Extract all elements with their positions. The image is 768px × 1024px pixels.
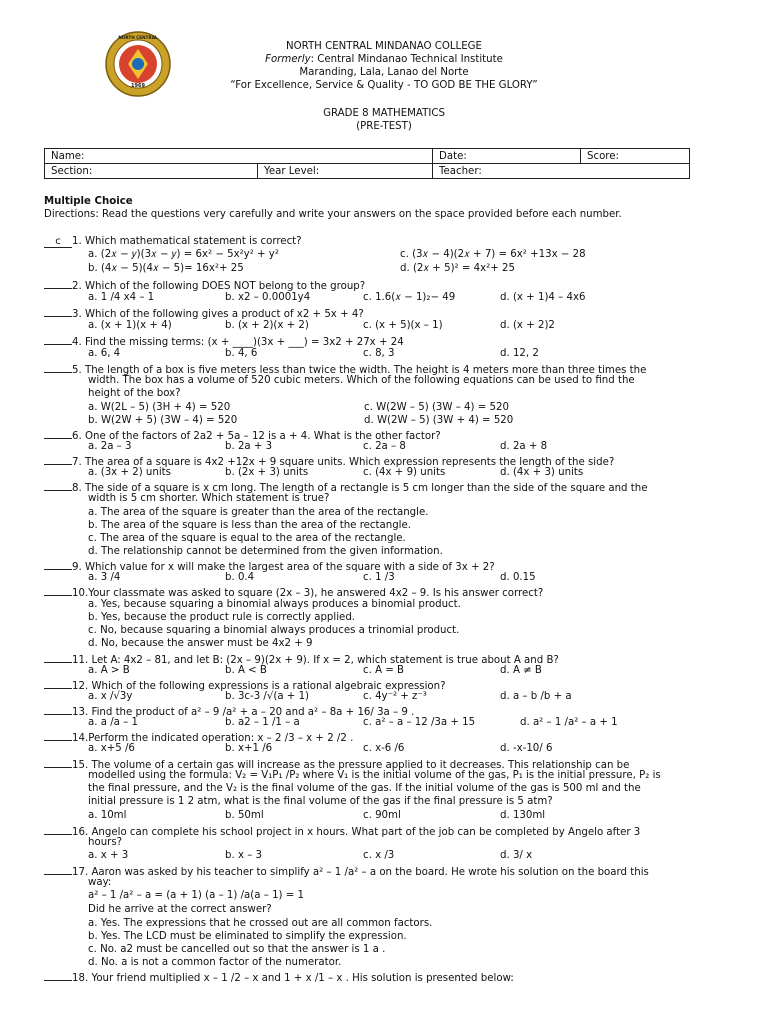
- answer-blank[interactable]: [44, 480, 72, 491]
- option[interactable]: d. W(2W – 5) (3W + 4) = 520: [364, 415, 514, 426]
- option[interactable]: a. 6, 4: [88, 348, 121, 359]
- question-17: 17. Aaron was asked by his teacher to simplify a² – 1 /a² – a on the board. He wrote his solution on the board this: [44, 864, 704, 880]
- option[interactable]: b. x2 – 0.0001y4: [225, 292, 311, 303]
- question-16-cont: hours?: [88, 837, 123, 848]
- option[interactable]: a. A > B: [88, 665, 130, 676]
- option[interactable]: c. 4y⁻² + z⁻³: [363, 691, 427, 702]
- question-5-cont: height of the box?: [88, 388, 181, 399]
- year-level-field[interactable]: Year Level:: [258, 164, 433, 179]
- options-q2: [88, 292, 708, 305]
- option[interactable]: a. W(2L – 5) (3H + 4) = 520: [88, 402, 231, 413]
- option[interactable]: b. 4, 6: [225, 348, 258, 359]
- question-17-cont: way:: [88, 877, 112, 888]
- question-17-cont: a² – 1 /a² – a = (a + 1) (a – 1) /a(a – 1) = 1: [88, 890, 305, 901]
- answer-blank[interactable]: [44, 730, 72, 741]
- formerly-label: Formerly: [265, 54, 311, 65]
- question-13: 13. Find the product of a² – 9 /a² + a – 20 and a² – 8a + 16/ 3a – 9 .: [44, 704, 704, 720]
- option[interactable]: b. (x + 2)(x + 2): [225, 320, 309, 331]
- answer-blank[interactable]: c: [44, 237, 72, 248]
- option[interactable]: c. No. a2 must be cancelled out so that the answer is 1 a .: [88, 944, 386, 955]
- options-q6: [88, 441, 708, 454]
- section-title: Multiple Choice: [44, 196, 133, 207]
- option[interactable]: d. 130ml: [500, 810, 546, 821]
- option[interactable]: a. (3x + 2) units: [88, 467, 171, 478]
- option[interactable]: d. (x + 1)4 – 4x6: [500, 292, 586, 303]
- option[interactable]: d. (4x + 3) units: [500, 467, 584, 478]
- question-14: 14.Perform the indicated operation: x – 2 /3 – x + 2 /2 .: [44, 730, 704, 746]
- question-7: 7. The area of a square is 4x2 +12x + 9 square units. Which expression represents the length of the side?: [44, 454, 704, 470]
- options-q11: [88, 665, 708, 678]
- option[interactable]: c. No, because squaring a binomial always produces a trinomial product.: [88, 625, 460, 636]
- question-17-cont: Did he arrive at the correct answer?: [88, 904, 272, 915]
- question-15-cont: initial pressure is 1 2 atm, what is the final volume of the gas if the final pressure is 5 atm?: [88, 796, 553, 807]
- question-3: 3. Which of the following gives a product of x2 + 5x + 4?: [44, 306, 704, 322]
- option[interactable]: d. No, because the answer must be 4x2 + 9: [88, 638, 313, 649]
- option[interactable]: a. x + 3: [88, 850, 129, 861]
- option[interactable]: d. 0.15: [500, 572, 536, 583]
- college-name: NORTH CENTRAL MINDANAO COLLEGE: [285, 41, 482, 52]
- options-q4: [88, 348, 708, 361]
- option[interactable]: a. Yes, because squaring a binomial always produces a binomial product.: [88, 599, 461, 610]
- answer-blank[interactable]: [44, 428, 72, 439]
- options-q5-row1: [88, 402, 708, 415]
- answer-blank[interactable]: [44, 278, 72, 289]
- option[interactable]: a. 3 /4: [88, 572, 121, 583]
- options-q16: [88, 850, 708, 863]
- option[interactable]: a. The area of the square is greater than the area of the rectangle.: [88, 507, 429, 518]
- question-4: 4. Find the missing terms: (x + ____)(3x + ___) = 3x2 + 27x + 24: [44, 334, 704, 350]
- option[interactable]: a. (2𝑥 − 𝑦)(3𝑥 − 𝑦) = 6x² − 5x²y² + y²: [88, 249, 279, 260]
- option[interactable]: c. W(2W – 5) (3W – 4) = 520: [364, 402, 509, 413]
- options-q13: [88, 717, 708, 730]
- answer-blank[interactable]: [44, 652, 72, 663]
- option[interactable]: c. 1 /3: [363, 572, 395, 583]
- option[interactable]: c. 90ml: [363, 810, 401, 821]
- question-11: 11. Let A: 4x2 – 81, and let B: (2x – 9)(2x + 9). If x = 2, which statement is true about A and B?: [44, 652, 704, 668]
- motto: “For Excellence, Service & Quality - TO GOD BE THE GLORY”: [230, 80, 538, 91]
- option[interactable]: a. (x + 1)(x + 4): [88, 320, 172, 331]
- options-q7: [88, 467, 708, 480]
- option[interactable]: d. 2a + 8: [500, 441, 548, 452]
- answer-blank[interactable]: [44, 334, 72, 345]
- option[interactable]: c. 2a – 8: [363, 441, 406, 452]
- option[interactable]: b. A < B: [225, 665, 267, 676]
- option[interactable]: b. Yes. The LCD must be eliminated to simplify the expression.: [88, 931, 407, 942]
- option[interactable]: c. x-6 /6: [363, 743, 405, 754]
- question-10: 10.Your classmate was asked to square (2x – 3), he answered 4x2 – 9. Is his answer correct?: [44, 585, 704, 601]
- answer-blank[interactable]: [44, 824, 72, 835]
- option[interactable]: b. 3c-3 /√(a + 1): [225, 691, 310, 702]
- options-q15: [88, 810, 708, 823]
- option[interactable]: d. a² – 1 /a² – a + 1: [520, 717, 618, 728]
- question-16: 16. Angelo can complete his school project in x hours. What part of the job can be completed by Angelo after 3: [44, 824, 704, 840]
- option[interactable]: d. a – b /b + a: [500, 691, 572, 702]
- question-12: 12. Which of the following expressions is a rational algebraic expression?: [44, 678, 704, 694]
- option[interactable]: b. a2 – 1 /1 – a: [225, 717, 300, 728]
- test-type: (PRE-TEST): [356, 121, 412, 132]
- option[interactable]: c. (4x + 9) units: [363, 467, 446, 478]
- options-q9: [88, 572, 708, 585]
- options-q14: [88, 743, 708, 756]
- address: Maranding, Lala, Lanao del Norte: [299, 67, 469, 78]
- option[interactable]: a. 1 /4 x4 – 1: [88, 292, 155, 303]
- option[interactable]: d. A ≠ B: [500, 665, 542, 676]
- option[interactable]: d. (2𝑥 + 5)² = 4x²+ 25: [400, 263, 515, 274]
- option[interactable]: c. (x + 5)(x – 1): [363, 320, 443, 331]
- option[interactable]: d. -x-10/ 6: [500, 743, 553, 754]
- question-6: 6. One of the factors of 2a2 + 5a – 12 is a + 4. What is the other factor?: [44, 428, 704, 444]
- answer-blank[interactable]: [44, 306, 72, 317]
- option[interactable]: a. x+5 /6: [88, 743, 135, 754]
- option[interactable]: b. The area of the square is less than the area of the rectangle.: [88, 520, 412, 531]
- option[interactable]: c. 1.6(𝑥 − 1)₂− 49: [363, 292, 456, 303]
- options-q12: [88, 691, 708, 704]
- answer-blank[interactable]: [44, 678, 72, 689]
- question-15-cont: modelled using the formula: V₂ = V₁P₁ /P₂ where V₁ is the initial volume of the gas, P₁ is the initial pressure, P₂ is: [88, 770, 661, 781]
- answer-blank[interactable]: [44, 454, 72, 465]
- answer-blank[interactable]: [44, 559, 72, 570]
- option[interactable]: b. Yes, because the product rule is correctly applied.: [88, 612, 356, 623]
- directions: Directions: Read the questions very carefully and write your answers on the space provided before each number.: [44, 209, 622, 220]
- option[interactable]: c. 8, 3: [363, 348, 395, 359]
- college-seal-logo: [104, 30, 172, 98]
- answer-blank[interactable]: [44, 362, 72, 373]
- option[interactable]: c. A = B: [363, 665, 405, 676]
- options-q5-row2: [88, 415, 708, 428]
- answer-blank[interactable]: [44, 864, 72, 875]
- option[interactable]: b. 2a + 3: [225, 441, 273, 452]
- section-field[interactable]: Section:: [45, 164, 258, 179]
- answer-blank[interactable]: [44, 704, 72, 715]
- option[interactable]: c. (3𝑥 − 4)(2𝑥 + 7) = 6x² +13x − 28: [400, 249, 586, 260]
- option[interactable]: a. x /√3y: [88, 691, 133, 702]
- score-field[interactable]: Score:: [581, 149, 690, 164]
- question-8: 8. The side of a square is x cm long. The length of a rectangle is 5 cm longer than the side of the square and the: [44, 480, 704, 496]
- answer-blank[interactable]: [44, 757, 72, 768]
- formerly-value: : Central Mindanao Technical Institute: [310, 54, 503, 65]
- option[interactable]: c. The area of the square is equal to the area of the rectangle.: [88, 533, 406, 544]
- option[interactable]: b. (2x + 3) units: [225, 467, 309, 478]
- subject-title: GRADE 8 MATHEMATICS: [323, 108, 445, 119]
- question-2: 2. Which of the following DOES NOT belong to the group?: [44, 278, 704, 294]
- svg-text:1969: 1969: [131, 83, 145, 89]
- options-q1-row2: [88, 263, 708, 276]
- question-15-cont: the final pressure, and the V₂ is the final volume of the gas. If the initial volume of the gas is 500 ml and the: [88, 783, 641, 794]
- option[interactable]: d. (x + 2)2: [500, 320, 555, 331]
- option[interactable]: d. 3/ x: [500, 850, 533, 861]
- question-9: 9. Which value for x will make the largest area of the square with a side of 3x + 2?: [44, 559, 704, 575]
- question-5-cont: width. The box has a volume of 520 cubic meters. Which of the following equations can be used to find the: [88, 375, 635, 386]
- question-8-cont: width is 5 cm shorter. Which statement is true?: [88, 493, 330, 504]
- option[interactable]: b. x – 3: [225, 850, 263, 861]
- option[interactable]: b. (4𝑥 − 5)(4𝑥 − 5)= 16x²+ 25: [88, 263, 244, 274]
- option[interactable]: a. 2a – 3: [88, 441, 132, 452]
- option[interactable]: d. No. a is not a common factor of the numerator.: [88, 957, 342, 968]
- question-1: c 1. Which mathematical statement is correct?: [44, 235, 704, 249]
- option[interactable]: a. a /a – 1: [88, 717, 138, 728]
- answer-blank[interactable]: [44, 585, 72, 596]
- teacher-field[interactable]: Teacher:: [433, 164, 690, 179]
- option[interactable]: b. 0.4: [225, 572, 255, 583]
- date-field[interactable]: Date:: [433, 149, 581, 164]
- option[interactable]: d. The relationship cannot be determined from the given information.: [88, 546, 443, 557]
- svg-text:NORTH CENTRAL: NORTH CENTRAL: [118, 35, 158, 40]
- name-field[interactable]: Name:: [45, 149, 433, 164]
- option[interactable]: c. a² – a – 12 /3a + 15: [363, 717, 476, 728]
- question-15: 15. The volume of a certain gas will increase as the pressure applied to it decreases. This relationship can be: [44, 757, 704, 773]
- answer-blank[interactable]: [44, 970, 72, 981]
- question-18: 18. Your friend multiplied x – 1 /2 – x and 1 + x /1 – x . His solution is presented below:: [44, 970, 704, 986]
- student-info-table: [44, 148, 690, 179]
- question-5: 5. The length of a box is five meters less than twice the width. The height is 4 meters more than three times the: [44, 362, 704, 378]
- option[interactable]: a. Yes. The expressions that he crossed out are all common factors.: [88, 918, 433, 929]
- option[interactable]: a. 10ml: [88, 810, 127, 821]
- option[interactable]: b. W(2W + 5) (3W – 4) = 520: [88, 415, 238, 426]
- options-q1-row1: [88, 249, 708, 262]
- option[interactable]: c. x /3: [363, 850, 395, 861]
- option[interactable]: d. 12, 2: [500, 348, 539, 359]
- formerly-line: [200, 53, 568, 67]
- option[interactable]: b. x+1 /6: [225, 743, 273, 754]
- options-q3: [88, 320, 708, 333]
- option[interactable]: b. 50ml: [225, 810, 264, 821]
